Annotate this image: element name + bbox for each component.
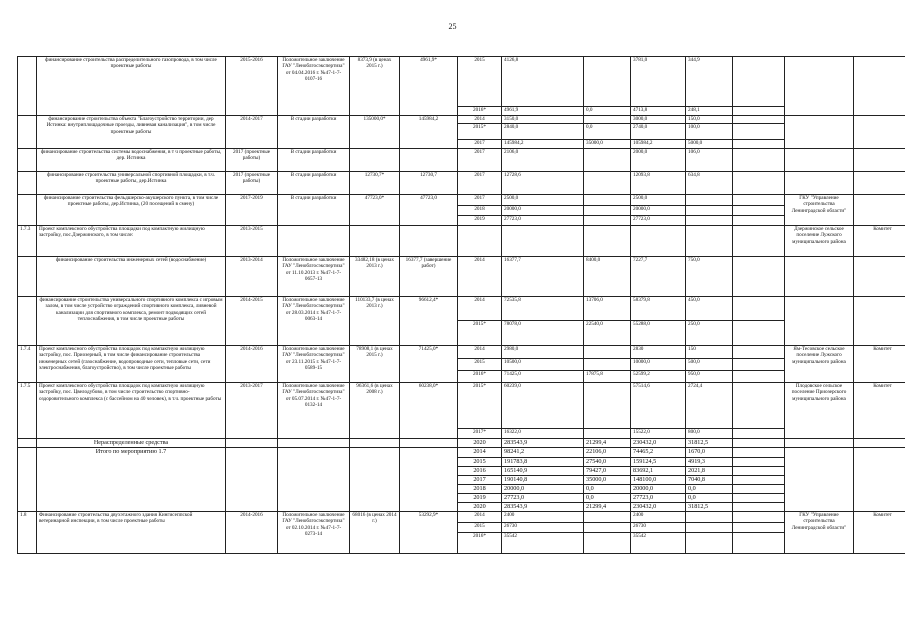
cell-total: 165140,9 <box>502 467 584 476</box>
cell-federal-budget <box>584 226 631 257</box>
cell-regional-budget: 148100,0 <box>631 476 686 485</box>
table-row <box>18 226 905 257</box>
cell-regional-budget: 3000,0 <box>631 116 686 124</box>
cell-extra <box>733 523 785 533</box>
cell-year: 2015* <box>458 321 502 346</box>
cell-federal-budget: 17875,8 <box>584 371 631 383</box>
cell-regional-budget: 27723,0 <box>631 494 686 503</box>
row-remaining-cost: 47723,0 <box>400 195 458 226</box>
cell-extra <box>733 116 785 124</box>
row-responsible <box>854 257 905 297</box>
cell-regional-budget: 58379,8 <box>631 297 686 321</box>
cell-year: 2016* <box>458 533 502 554</box>
table-row <box>18 439 905 448</box>
cell-extra <box>733 206 785 216</box>
table-row <box>18 383 905 429</box>
cell-total: 190140,8 <box>502 476 584 485</box>
cell-total: 4126,8 <box>502 57 584 107</box>
cell-year: 2014 <box>458 116 502 124</box>
cell-local-budget: 31812,5 <box>686 503 733 512</box>
cell-federal-budget: 0,0 <box>584 494 631 503</box>
cell-extra <box>733 226 785 257</box>
cell-extra <box>733 257 785 297</box>
program-table <box>17 56 905 554</box>
cell-total: 2500,0 <box>502 195 584 206</box>
cell-local-budget: 950,0 <box>686 371 733 383</box>
row-remaining-cost: 4961,9* <box>400 57 458 116</box>
cell-year: 2017 <box>458 149 502 172</box>
table-row <box>18 346 905 359</box>
row-period: 2013-2015 <box>226 226 278 257</box>
cell-extra <box>733 429 785 439</box>
table-row <box>18 195 905 206</box>
row-remaining-cost <box>400 439 458 448</box>
cell-regional-budget: 105984,2 <box>631 140 686 149</box>
cell-year: 2014 <box>458 257 502 297</box>
row-period <box>226 439 278 448</box>
cell-regional-budget <box>631 226 686 257</box>
cell-local-budget <box>686 216 733 226</box>
row-period: 2017 (проектные работы) <box>226 149 278 172</box>
cell-total: 2840,0 <box>502 124 584 140</box>
row-description: Проект комплексного обустройства площадки под компактную жилищную застройку, пос.Дзержинского, в том числе: <box>37 226 226 257</box>
row-estimated-cost <box>350 448 400 512</box>
row-period: 2017 (проектные работы) <box>226 172 278 195</box>
row-description: Итого по мероприятию 1.7 <box>37 448 226 512</box>
cell-federal-budget <box>584 206 631 216</box>
cell-regional-budget: 20000,0 <box>631 206 686 216</box>
cell-year: 2016* <box>458 107 502 116</box>
row-estimated-cost: 47723,0* <box>350 195 400 226</box>
cell-local-budget: 4919,3 <box>686 458 733 467</box>
cell-federal-budget <box>584 429 631 439</box>
cell-extra <box>733 124 785 140</box>
cell-total: 283543,9 <box>502 503 584 512</box>
cell-federal-budget <box>584 533 631 554</box>
cell-total: 2400 <box>502 512 584 523</box>
cell-year: 2017 <box>458 172 502 195</box>
row-documentation: В стадии разработки <box>278 172 350 195</box>
row-documentation: В стадии разработки <box>278 149 350 172</box>
row-description: Проект комплексного обустройства площадок под компактную жилищную застройку, пос. Цвелодубово, в том числе строительство спортивно-оздоровительного комплекса (с бассейном на 40 человек), в т.ч. проектные работы <box>37 383 226 439</box>
row-responsible: Комитет <box>854 346 905 383</box>
cell-local-budget: 150,0 <box>686 116 733 124</box>
cell-extra <box>733 216 785 226</box>
cell-regional-budget: 2740,0 <box>631 124 686 140</box>
cell-total: 3150,0 <box>502 116 584 124</box>
cell-extra <box>733 512 785 523</box>
cell-regional-budget: 15522,0 <box>631 429 686 439</box>
row-period: 2014-2017 <box>226 116 278 149</box>
row-documentation: В стадии разработки <box>278 116 350 149</box>
table-row <box>18 257 905 297</box>
row-remaining-cost: 71425,0* <box>400 346 458 383</box>
row-remaining-cost <box>400 226 458 257</box>
cell-regional-budget: 57514,6 <box>631 383 686 429</box>
row-documentation <box>278 439 350 448</box>
cell-year: 2015 <box>458 523 502 533</box>
cell-total: 191783,8 <box>502 458 584 467</box>
cell-year: 2017 <box>458 195 502 206</box>
table-row <box>18 149 905 172</box>
cell-year: 2020 <box>458 503 502 512</box>
row-executor: Дзержинское сельское поселение Лужского муниципального района <box>785 226 854 257</box>
cell-extra <box>733 448 785 458</box>
row-executor: ГКУ "Управление строительства Ленинградской области" <box>785 512 854 554</box>
row-description: Нераспределенные средства <box>37 439 226 448</box>
cell-extra <box>733 57 785 107</box>
row-description: финансирование строительства универсальной спортивной площадки, в т.ч. проектные работы, дер.Истинка <box>37 172 226 195</box>
cell-regional-budget: 3781,0 <box>631 57 686 107</box>
row-responsible <box>854 116 905 149</box>
cell-federal-budget: 0,0 <box>584 124 631 140</box>
cell-extra <box>733 503 785 512</box>
row-number <box>18 448 37 512</box>
cell-federal-budget <box>584 149 631 172</box>
cell-regional-budget: 83692,1 <box>631 467 686 476</box>
cell-regional-budget: 159124,5 <box>631 458 686 467</box>
cell-local-budget: 31812,5 <box>686 439 733 448</box>
cell-total: 12728,6 <box>502 172 584 195</box>
row-executor <box>785 172 854 195</box>
cell-federal-budget: 13706,0 <box>584 297 631 321</box>
cell-total: 145984,2 <box>502 140 584 149</box>
cell-extra <box>733 467 785 476</box>
row-description: финансирование строительства объекта "Благоустройство территории, дер Истинка: внутриплощадочные проезды, ливневая канализация", в том числе проектные работы <box>37 116 226 149</box>
cell-federal-budget: 35000,0 <box>584 476 631 485</box>
row-estimated-cost: 8373,9 (в ценах 2015 г.) <box>350 57 400 116</box>
row-estimated-cost <box>350 226 400 257</box>
row-executor <box>785 297 854 346</box>
cell-federal-budget <box>584 512 631 523</box>
row-number: 1.8 <box>18 512 37 554</box>
cell-extra <box>733 476 785 485</box>
row-remaining-cost: 16377,7 (завершение работ) <box>400 257 458 297</box>
row-documentation: Положительное заключение ГАУ "Леноблгосэкспертиза" от 11.10.2013 г. №47-1-7-0657-13 <box>278 257 350 297</box>
cell-total: 78078,0 <box>502 321 584 346</box>
cell-local-budget <box>686 206 733 216</box>
row-responsible: Комитет <box>854 383 905 439</box>
cell-local-budget: 750,0 <box>686 257 733 297</box>
cell-federal-budget: 35000,0 <box>584 140 631 149</box>
cell-local-budget: 248,1 <box>686 107 733 116</box>
row-remaining-cost <box>400 149 458 172</box>
row-documentation: Положительное заключение ГАУ "Леноблгосэкспертиза" от 28.03.2014 г. №47-1-7-0063-14 <box>278 297 350 346</box>
cell-regional-budget: 35542 <box>631 533 686 554</box>
row-remaining-cost: 12730,7 <box>400 172 458 195</box>
cell-federal-budget: 0,0 <box>584 485 631 494</box>
cell-year: 2015 <box>458 359 502 371</box>
cell-regional-budget: 230432,0 <box>631 503 686 512</box>
page-number: 25 <box>448 22 457 31</box>
row-number <box>18 57 37 116</box>
cell-federal-budget <box>584 346 631 359</box>
row-description: финансирование строительства инженерных сетей (водоснабжение) <box>37 257 226 297</box>
table-row <box>18 116 905 124</box>
row-estimated-cost: 68016 (в ценах 2014 г.) <box>350 512 400 554</box>
cell-year: 2018 <box>458 485 502 494</box>
row-executor <box>785 448 854 512</box>
cell-total: 60239,0 <box>502 383 584 429</box>
cell-total <box>502 226 584 257</box>
cell-local-budget: 100,0 <box>686 124 733 140</box>
row-executor <box>785 57 854 116</box>
cell-total: 27723,0 <box>502 216 584 226</box>
row-responsible <box>854 439 905 448</box>
row-documentation: Положительное заключение ГАУ "Леноблгосэкспертиза" от 05.07.2014 г. №47-1-7-0132-14 <box>278 383 350 439</box>
cell-total: 16322,0 <box>502 429 584 439</box>
cell-extra <box>733 371 785 383</box>
cell-total: 10500,0 <box>502 359 584 371</box>
row-period: 2014-2016 <box>226 512 278 554</box>
cell-local-budget: 250,0 <box>686 321 733 346</box>
row-responsible: Комитет <box>854 512 905 554</box>
row-description: финансирование строительства системы водоснабжения, в т ч проектные работы, дер. Истинка <box>37 149 226 172</box>
cell-total: 71425,0 <box>502 371 584 383</box>
cell-total: 20000,0 <box>502 485 584 494</box>
cell-extra <box>733 321 785 346</box>
cell-regional-budget: 230432,0 <box>631 439 686 448</box>
cell-extra <box>733 297 785 321</box>
cell-local-budget: 1670,0 <box>686 448 733 458</box>
cell-year: 2017* <box>458 429 502 439</box>
cell-local-budget: 0,0 <box>686 485 733 494</box>
row-number <box>18 297 37 346</box>
cell-extra <box>733 346 785 359</box>
row-period: 2014-2015 <box>226 297 278 346</box>
row-description: Финансирование строительства двухэтажного здания Кингисеппской ветеринарной инспекции, в том числе проектные работы <box>37 512 226 554</box>
cell-local-budget: 106,0 <box>686 149 733 172</box>
row-executor <box>785 439 854 448</box>
cell-extra <box>733 458 785 467</box>
row-responsible: Комитет <box>854 226 905 257</box>
cell-local-budget: 2724,4 <box>686 383 733 429</box>
cell-regional-budget: 4713,8 <box>631 107 686 116</box>
row-remaining-cost: 60238,0* <box>400 383 458 439</box>
cell-extra <box>733 485 785 494</box>
cell-regional-budget: 27723,0 <box>631 216 686 226</box>
cell-federal-budget <box>584 57 631 107</box>
row-number <box>18 149 37 172</box>
row-documentation: Положительное заключение ГАУ "Леноблгосэкспертиза" от 02.10.2014 г. №47-1-7-0273-14 <box>278 512 350 554</box>
cell-regional-budget: 10000,0 <box>631 359 686 371</box>
cell-year: 2019 <box>458 494 502 503</box>
cell-year <box>458 226 502 257</box>
cell-local-budget: 2021,8 <box>686 467 733 476</box>
cell-regional-budget: 55288,0 <box>631 321 686 346</box>
cell-extra <box>733 140 785 149</box>
cell-federal-budget <box>584 172 631 195</box>
cell-federal-budget <box>584 523 631 533</box>
row-executor <box>785 257 854 297</box>
row-number: 1.7.4 <box>18 346 37 383</box>
cell-extra <box>733 195 785 206</box>
cell-extra <box>733 149 785 172</box>
cell-total: 4961,9 <box>502 107 584 116</box>
cell-total: 35542 <box>502 533 584 554</box>
cell-total: 20000,0 <box>502 206 584 216</box>
cell-local-budget: 7040,8 <box>686 476 733 485</box>
row-remaining-cost: 96612,4* <box>400 297 458 346</box>
row-period: 2014-2016 <box>226 346 278 383</box>
cell-federal-budget <box>584 359 631 371</box>
cell-local-budget: 800,0 <box>686 429 733 439</box>
table-row <box>18 57 905 107</box>
cell-regional-budget: 26730 <box>631 523 686 533</box>
row-estimated-cost: 12730,7* <box>350 172 400 195</box>
row-remaining-cost: 53292,9* <box>400 512 458 554</box>
cell-extra <box>733 383 785 429</box>
row-period: 2013-2014 <box>226 257 278 297</box>
row-period: 2015-2016 <box>226 57 278 116</box>
cell-total: 2106,0 <box>502 149 584 172</box>
cell-extra <box>733 439 785 448</box>
cell-regional-budget: 12093,8 <box>631 172 686 195</box>
cell-year: 2015 <box>458 57 502 107</box>
cell-year: 2014 <box>458 448 502 458</box>
row-responsible <box>854 172 905 195</box>
cell-total: 2980,0 <box>502 346 584 359</box>
cell-year: 2015 <box>458 458 502 467</box>
cell-local-budget: 634,8 <box>686 172 733 195</box>
cell-federal-budget: 22540,0 <box>584 321 631 346</box>
cell-year: 2019 <box>458 216 502 226</box>
row-number <box>18 116 37 149</box>
cell-federal-budget <box>584 216 631 226</box>
row-estimated-cost: 110133,7 (в ценах 2013 г.) <box>350 297 400 346</box>
cell-federal-budget: 0,0 <box>584 107 631 116</box>
cell-federal-budget: 8400,0 <box>584 257 631 297</box>
row-remaining-cost <box>400 448 458 512</box>
row-number <box>18 257 37 297</box>
cell-extra <box>733 107 785 116</box>
cell-year: 2015* <box>458 124 502 140</box>
cell-regional-budget: 20000,0 <box>631 485 686 494</box>
row-description: финансирование строительства распределительного газопровода, в том числе проектные работы <box>37 57 226 116</box>
row-estimated-cost: 96361,6 (в ценах 2008 г.) <box>350 383 400 439</box>
row-estimated-cost <box>350 149 400 172</box>
cell-year: 2017 <box>458 140 502 149</box>
row-estimated-cost: 78908,1 (в ценах 2015 г.) <box>350 346 400 383</box>
row-estimated-cost: 33482,18 (в ценах 2013 г.) <box>350 257 400 297</box>
cell-regional-budget: 74465,2 <box>631 448 686 458</box>
cell-year: 2014 <box>458 346 502 359</box>
row-documentation: В стадии разработки <box>278 195 350 226</box>
cell-year: 2016 <box>458 467 502 476</box>
row-description: финансирование строительства универсального спортивного комплекса с игровым залом, в том числе устройство ограждений спортивного комплекса, ливневой канализации для спортивного комплекса, ремонт подводящих сетей теплоснабжения, в том числе проектные работы <box>37 297 226 346</box>
cell-local-budget <box>686 523 733 533</box>
cell-local-budget: 5000,0 <box>686 140 733 149</box>
row-number <box>18 439 37 448</box>
cell-federal-budget <box>584 116 631 124</box>
row-responsible <box>854 149 905 172</box>
cell-local-budget <box>686 226 733 257</box>
row-responsible <box>854 448 905 512</box>
row-number: 1.7.3 <box>18 226 37 257</box>
cell-extra <box>733 359 785 371</box>
cell-local-budget: 150 <box>686 346 733 359</box>
cell-regional-budget: 7227,7 <box>631 257 686 297</box>
cell-federal-budget: 79427,0 <box>584 467 631 476</box>
cell-federal-budget <box>584 195 631 206</box>
row-responsible <box>854 57 905 116</box>
cell-year: 2014 <box>458 512 502 523</box>
row-documentation: Положительное заключение ГАУ "Леноблгосэкспертиза" от 23.11.2015 г. №47-1-7-0589-15 <box>278 346 350 383</box>
cell-total: 283543,9 <box>502 439 584 448</box>
cell-regional-budget: 2830 <box>631 346 686 359</box>
cell-year: 2017 <box>458 476 502 485</box>
row-description: Проект комплексного обустройства площадок под компактную жилищную застройку, пос. Приозерный, в том числе финансирование строительства инженерных сетей (газоснабжение, водопроводные сети, тепловые сети, сети электроснабжения, благоустройство), в том числе проектные работы <box>37 346 226 383</box>
cell-total: 72535,8 <box>502 297 584 321</box>
row-number <box>18 195 37 226</box>
cell-year: 2015* <box>458 383 502 429</box>
cell-local-budget <box>686 195 733 206</box>
row-number <box>18 172 37 195</box>
row-period: 2017-2019 <box>226 195 278 226</box>
row-executor: ГКУ "Управление строительства Ленинградской области" <box>785 195 854 226</box>
cell-total: 27723,0 <box>502 494 584 503</box>
cell-year: 2016* <box>458 371 502 383</box>
cell-federal-budget: 22106,0 <box>584 448 631 458</box>
row-executor: Ям-Тесовское сельское поселение Лужского муниципального района <box>785 346 854 383</box>
table-row <box>18 172 905 195</box>
row-remaining-cost: 145984,2 <box>400 116 458 149</box>
cell-local-budget: 500,0 <box>686 359 733 371</box>
cell-local-budget: 344,9 <box>686 57 733 107</box>
cell-total: 26730 <box>502 523 584 533</box>
cell-year: 2018 <box>458 206 502 216</box>
cell-total: 98241,2 <box>502 448 584 458</box>
row-period <box>226 448 278 512</box>
cell-regional-budget: 2000,0 <box>631 149 686 172</box>
row-responsible <box>854 195 905 226</box>
cell-extra <box>733 533 785 554</box>
cell-year: 2020 <box>458 439 502 448</box>
cell-local-budget <box>686 512 733 523</box>
row-period: 2013-2017 <box>226 383 278 439</box>
cell-local-budget <box>686 533 733 554</box>
cell-federal-budget: 27540,0 <box>584 458 631 467</box>
cell-regional-budget: 2500,0 <box>631 195 686 206</box>
cell-federal-budget: 21299,4 <box>584 439 631 448</box>
cell-local-budget: 0,0 <box>686 494 733 503</box>
row-executor <box>785 116 854 149</box>
cell-local-budget: 450,0 <box>686 297 733 321</box>
cell-federal-budget: 21299,4 <box>584 503 631 512</box>
row-description: финансирование строительства фельдшерско-акушерского пункта, в том числе проектные работы, дер.Истинка, (20 посещений в смену) <box>37 195 226 226</box>
row-estimated-cost <box>350 439 400 448</box>
table-row <box>18 448 905 458</box>
row-executor <box>785 149 854 172</box>
row-responsible <box>854 297 905 346</box>
cell-total: 16377,7 <box>502 257 584 297</box>
cell-extra <box>733 172 785 195</box>
row-number: 1.7.5 <box>18 383 37 439</box>
cell-regional-budget: 2400 <box>631 512 686 523</box>
row-documentation: Положительное заключение ГАУ "Леноблгосэкспертиза" от 04.04.2016 г. №47-1-7-0107-16 <box>278 57 350 116</box>
cell-federal-budget <box>584 383 631 429</box>
row-documentation <box>278 226 350 257</box>
table-row <box>18 297 905 321</box>
row-executor: Плодовское сельское поселение Приозерского муниципального района <box>785 383 854 439</box>
row-documentation <box>278 448 350 512</box>
cell-year: 2014 <box>458 297 502 321</box>
cell-extra <box>733 494 785 503</box>
row-estimated-cost: 135000,0* <box>350 116 400 149</box>
table-row <box>18 512 905 523</box>
cell-regional-budget: 52599,2 <box>631 371 686 383</box>
